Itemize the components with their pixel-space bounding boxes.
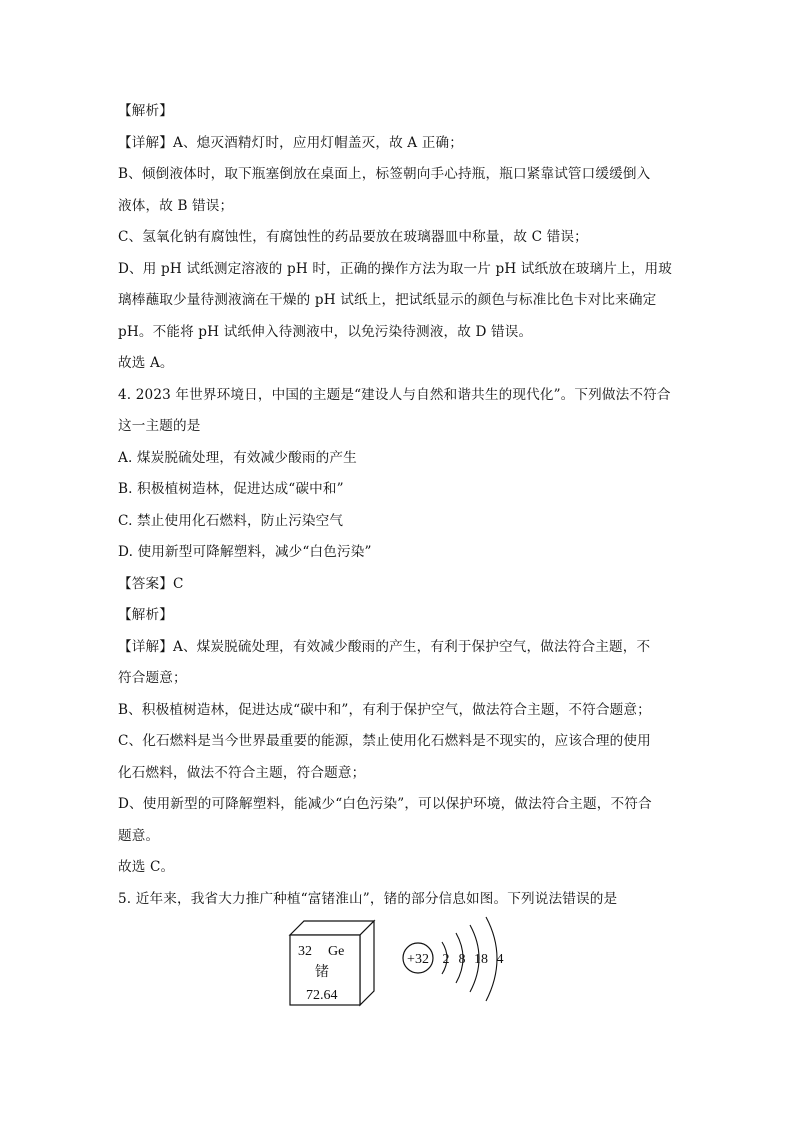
question-4-stem: 4. 2023 年世界环境日，中国的主题是“建设人与自然和谐共生的现代化”。下列做法不符合	[118, 386, 671, 403]
text-line: C、氢氧化钠有腐蚀性，有腐蚀性的药品要放在玻璃器皿中称量，故 C 错误；	[118, 229, 588, 245]
option-a: A. 煤炭脱硫处理，有效减少酸雨的产生	[118, 449, 357, 466]
text-line: 【详解】A、熄灭酒精灯时，应用灯帽盖灭，故 A 正确；	[118, 134, 463, 151]
text-line: 故选 A。	[118, 355, 174, 371]
element-symbol: Ge	[328, 944, 345, 959]
text-line: C、化石燃料是当今世界最重要的能源，禁止使用化石燃料是不现实的，应该合理的使用	[118, 733, 651, 749]
nucleus-charge: +32	[407, 952, 429, 967]
germanium-diagram	[284, 915, 514, 1015]
text-line: 符合题意；	[118, 670, 187, 686]
shell-electrons: 18	[474, 952, 488, 967]
text-line: 【详解】A、煤炭脱硫处理，有效减少酸雨的产生，有利于保护空气，做法符合主题，不	[118, 638, 651, 655]
option-b: B. 积极植树造林，促进达成“碳中和”	[118, 481, 344, 497]
answer-line: 【答案】C	[118, 575, 184, 592]
text-line: 故选 C。	[118, 859, 175, 875]
element-name: 锗	[315, 965, 329, 980]
text-line: D、使用新型的可降解塑料，能减少“白色污染”，可以保护环境，做法符合主题，不符合	[118, 796, 652, 812]
text-line: D、用 pH 试纸测定溶液的 pH 时，正确的操作方法为取一片 pH 试纸放在玻璃片上，用玻	[118, 260, 672, 277]
element-card	[290, 921, 374, 1005]
shell-electrons: 4	[496, 952, 504, 967]
document-body	[118, 96, 678, 915]
text-line: B、倾倒液体时，取下瓶塞倒放在桌面上，标签朝向手心持瓶，瓶口紧靠试管口缓缓倒入	[118, 166, 651, 182]
text-line: 【解析】	[118, 103, 173, 119]
text-line: 题意。	[118, 827, 160, 844]
germanium-figure	[284, 915, 514, 1015]
text-line: 璃棒蘸取少量待测液滴在干燥的 pH 试纸上，把试纸显示的颜色与标准比色卡对比来确定	[118, 292, 657, 308]
shell-electrons: 2	[442, 952, 450, 967]
option-d: D. 使用新型可降解塑料，减少“白色污染”	[118, 544, 372, 560]
question-5-stem: 5. 近年来，我省大力推广种植“富锗淮山”，锗的部分信息如图。下列说法错误的是	[118, 890, 618, 907]
atomic-number: 32	[298, 944, 312, 959]
atomic-mass: 72.64	[306, 988, 338, 1003]
shell-electrons: 8	[458, 952, 466, 967]
text-line: B、积极植树造林，促进达成“碳中和”，有利于保护空气，做法符合主题，不符合题意；	[118, 701, 651, 718]
atomic-structure	[403, 917, 504, 1001]
text-line: 【解析】	[118, 607, 173, 623]
question-4-stem: 这一主题的是	[118, 418, 201, 434]
text-line: pH。不能将 pH 试纸伸入待测液中，以免污染待测液，故 D 错误。	[118, 323, 533, 340]
option-c: C. 禁止使用化石燃料，防止污染空气	[118, 512, 344, 529]
text-line: 液体，故 B 错误；	[118, 197, 234, 214]
text-line: 化石燃料，做法不符合主题，符合题意；	[118, 764, 366, 781]
